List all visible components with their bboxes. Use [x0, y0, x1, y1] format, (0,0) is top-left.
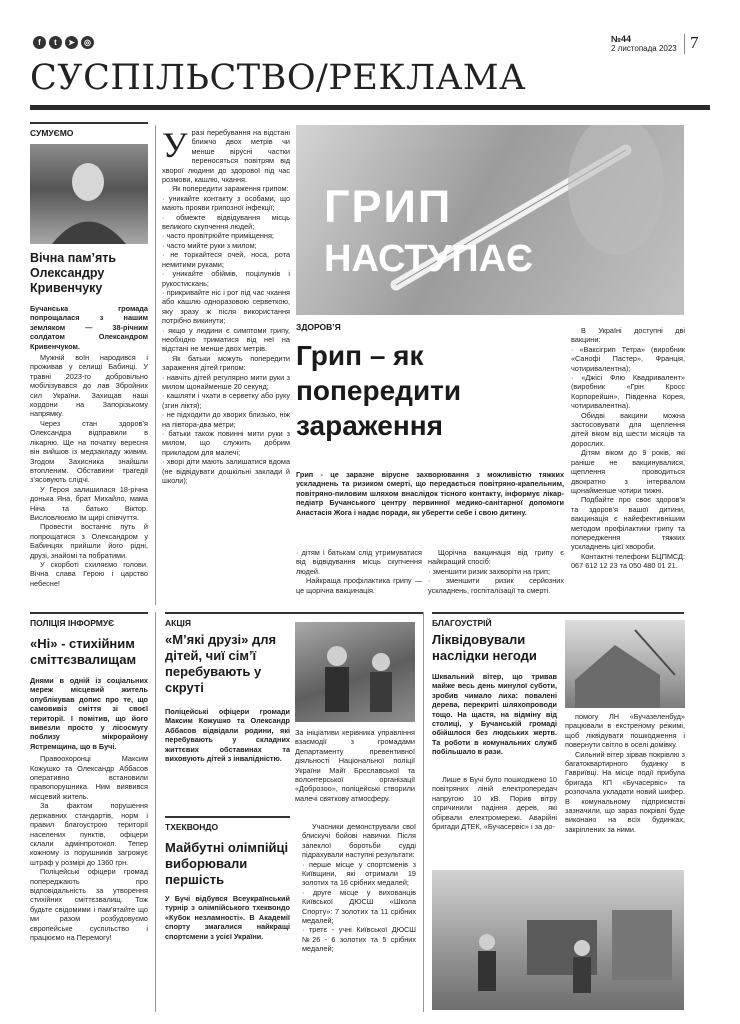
list-item: · обмежте відвідування місць великого скупчення людей;: [162, 213, 290, 232]
dropcap: У: [162, 125, 188, 165]
police-headline: «Ні» - стихійним сміттєзвалищам: [30, 636, 137, 667]
portrait-illustration: [30, 144, 148, 244]
flu-article: [296, 322, 564, 443]
list-item: · дітям і батькам слід утримуватися від відвідування місць скупчення людей.: [296, 548, 422, 576]
police-body: [30, 754, 148, 942]
flu-banner: [296, 125, 684, 315]
improvement-headline: Ліквідовували наслідки негоди: [432, 632, 537, 663]
roof-illustration: [565, 620, 685, 708]
list-item: · навчіть дітей регулярно мити руки з милом щонайменше 20 секунд;: [162, 373, 290, 392]
improvement-paragraph: помогу ЛН «Бучазеленбуд» працювали в екстреному режимі, щоб ліквідувати пошкодження і повернути світло в оселі домівку.: [565, 712, 685, 750]
flu-col3-paragraph: Дітям віком до 9 років, які раніше не вакцинувалися, щеплення проводиться двократно з інтервалом щонайменше чотири тижні.: [571, 448, 685, 495]
telegram-icon[interactable]: ➤: [65, 36, 78, 49]
improvement-right-col: [565, 712, 685, 834]
obituary-paragraph: Провести востаннє путь й попрощатися з Олександром у Бабинцях прийшли його рідні, друзі, знайомі та побратими.: [30, 522, 148, 560]
header-rule: [30, 105, 710, 110]
parents-list: [162, 373, 290, 486]
police-photo: [295, 622, 415, 722]
flu-col1-text: Найкраща профілактика грипу — це щорічна вакцинація.: [296, 576, 422, 595]
improvement-paragraph: Лише в Бучі було пошкоджено 10 повітряних ліній електропередач напругою 10 кВ. Порив вітру спричинили падіння дерев, які обірвали електромережі. Аварійні бригади ДТЕК, «Бучасервіс» і за до-: [432, 775, 557, 832]
taekwondo-section-label: ТХЕКВОНДО: [165, 816, 290, 832]
police-lead: Днями в одній із соціальних мереж місцевий житель опублікував допис про те, що самовивіз сміття зі своєї території. І помітив, що його вивезли просто у лісосмугу поблизу мікрорайону Ястремщина, що в Бучі.: [30, 676, 148, 751]
taekwondo-lead: У Бучі відбувся Всеукраїнський турнір з олімпійського тхеквондо «Кубок незламності». В Академії спорту змагалися найкращі спортсмени з усієї України.: [165, 894, 290, 941]
taekwondo-intro: Учасники демонстрували свої блискучі бойові навички. Після запеклої боротьби судді підрахували наступні результати:: [302, 822, 416, 860]
obituary-article: [30, 122, 148, 588]
list-item: · часто провітрюйте приміщення;: [162, 231, 290, 240]
list-item: · прикривайте ніс і рот під час чхання або кашлю одноразовою серветкою, яку зразу ж після використання потрібно викинути;: [162, 288, 290, 326]
list-item: · зменшити ризик серйозних ускладнень, госпіталізації та смерті.: [428, 576, 564, 595]
taekwondo-article: [165, 816, 290, 941]
flu-intro: разі перебування на відстані ближчо двох метрів чи менше вірусні частки переносяться повітрям від хворої людини до здорової під час розмови, кашлю, чхання.: [162, 128, 290, 185]
flu-col3-paragraph: Обидві вакцини можна застосовувати для щеплення дітей віком від шести місяців та дорослих.: [571, 410, 685, 448]
twitter-icon[interactable]: t: [49, 36, 62, 49]
police-officers-illustration: [295, 622, 415, 722]
action-section-label: АКЦІЯ: [165, 612, 423, 628]
obituary-lead: Бучанська громада попрощалася з нашим земляком — 38-річним солдатом Олександром Кривенчуком.: [30, 304, 148, 351]
improvement-paragraph: Сильний вітер зірвав покрівлю з багатоквартирного будинку в Гавриївці. На місце події прибула бригада КП «Бучасервіс» та розпочала укладати новий шифер. В комунальному підприємстві зазначили, що зараз покрівлі буде виконано на всіх будинках, закріплених за ними.: [565, 749, 685, 834]
flu-col1: [296, 548, 422, 595]
list-item: · не підходити до хворих близько, ніж на півтора-два метри;: [162, 410, 290, 429]
list-item: · часто мийте руки з милом;: [162, 241, 290, 250]
list-item: · не торкайтеся очей, носа, рота немитими руками;: [162, 250, 290, 269]
banner-title: ГРИП: [324, 181, 453, 232]
instagram-icon[interactable]: ◎: [81, 36, 94, 49]
section-title: СУСПІЛЬСТВО/РЕКЛАМА: [30, 58, 527, 98]
action-headline: «М’які друзі» для дітей, чиї сім’ї перебувають у скруті: [165, 632, 277, 695]
prevention-list: [162, 194, 290, 354]
obituary-paragraph: Мужній воїн народився і проживав у селищі Бабинці. У травні 2023-го добровільно мобілізувався до лав Збройних сил України. Захищав наші кордони на Запорізькому напрямку.: [30, 353, 148, 419]
soldier-photo: [30, 144, 148, 244]
action-caption: За ініціативи керівника управління взаємодії з громадами Департаменту превентивної діяльності Національної поліції України Майї Брєславської та волонтерської організації «Доброзоо», поліцейські створили малечі святкову атмосферу.: [295, 728, 415, 803]
improvement-lead: Шквальний вітер, що тривав майже весь день минулої суботи, зробив чимало лиха: повалені дерева, перекриті шляхопроводи тощо. На щастя, на відміну від столиці, у Бучанській громаді обійшлося без людських жертв. Та роботи в комунальних служб побільшало в рази.: [432, 672, 557, 757]
taekwondo-results: [302, 822, 416, 954]
list-item: · третє - учні Київської ДЮСШ №26 - 6 золотих та 5 срібних медалей;: [302, 925, 416, 953]
flu-col3-intro: В Україні доступні дві вакцини:: [571, 326, 685, 345]
list-item: · уникайте контакту з особами, що мають прояви грипозної інфекції;: [162, 194, 290, 213]
list-item: · хворі діти мають залишатися вдома (не відвідувати дошкільні заклади й школи);: [162, 457, 290, 485]
facebook-icon[interactable]: f: [33, 36, 46, 49]
column-divider: [423, 612, 424, 1012]
list-item: · якщо у людини є симптоми грипу, необхідно триматися від неї на відстані не менше двох метрів.: [162, 326, 290, 354]
list-item: · «Джісі Флю Квадривалент» (виробник «Грін Кросс Корпорейшн», Південна Корея, чотиривалентна).: [571, 373, 685, 411]
flu-column: [162, 125, 290, 486]
taekwondo-headline: Майбутні олімпійці виборювали першість: [165, 840, 289, 887]
flu-lead: Грип - це заразне вірусне захворювання з можливістю тяжких ускладнень та ризиком смерті, що передається повітряно-крапельним, повітряно-пиловим шляхом внаслідок тісного контакту, інформує лікар-педіатр Бучанського центру первинної медико-санітарної допомоги Анастасія Жога і надає поради, як уберегти себе і свою дитину.: [296, 470, 564, 517]
improvement-body: [432, 775, 557, 831]
flu-col2: [428, 548, 564, 595]
banner-subtitle: НАСТУПАЄ: [324, 238, 534, 280]
list-item: · батьки також повинні мити руки з милом, що служить добрим прикладом для малечі;: [162, 429, 290, 457]
action-lead: Поліцейські офіцери громади Максим Кожушко та Олександр Аббасов відвідали родини, які перебувають у складних життєвих обставинах та виховують дітей з інвалідністю.: [165, 707, 290, 764]
list-item: · зменшити ризик захворіти на грип;: [428, 567, 564, 576]
list-item: · друге місце у вихованців Київської ДЮСШ «Школа Спорту»: 7 золотих та 11 срібних медалей;: [302, 888, 416, 926]
parents-title: Як батьки можуть попередити зараження дітей грипом:: [162, 353, 290, 373]
flu-headline: Грип – як попередити зараження: [296, 340, 462, 441]
emergency-crew-photo: [432, 870, 684, 1010]
column-divider: [155, 612, 156, 1012]
list-item: · кашляти і чхати в серветку або руку (згин ліктя);: [162, 391, 290, 410]
police-paragraph: Правоохоронці Максим Кожушко та Олександр Аббасов оперативно встановили правопорушника. Ним виявився місцевий житель.: [30, 754, 148, 801]
obituary-paragraph: Через стан здоров’я Олександра відправили в лікарню. Ще на початку вересня він вийшов із медзакладу живим. Згодом Захисника знайшли втопленим. Обставини трагедії з’ясовують слідчі.: [30, 418, 148, 485]
obituary-section-label: СУМУЄМО: [30, 122, 148, 138]
column-divider: [155, 125, 156, 605]
social-links: [33, 36, 94, 49]
flu-col3-paragraph: Подбайте про своє здоров’я та здоров’я вашої дитини, вакцинація є найефективнішим методом профілактики грипу та попередження тяжких ускладнень цієї хвороби.: [571, 495, 685, 552]
flu-col2-text: Щорічна вакцинація від грипу є найкращий спосіб:: [428, 548, 564, 567]
obituary-headline: Вічна пам’ять Олександру Кривенчуку: [30, 251, 117, 295]
police-article: [30, 612, 148, 942]
prevention-title: Як попередити зараження грипом:: [172, 184, 289, 194]
improvement-section-label: БЛАГОУСТРІЙ: [432, 612, 684, 628]
flu-col3-paragraph: Контактні телефони БЦПМСД: 067 612 12 23 та 050 480 01 21.: [571, 551, 685, 571]
police-section-label: ПОЛІЦІЯ ІНФОРМУЄ: [30, 612, 148, 628]
damaged-roof-photo: [565, 620, 685, 708]
list-item: · перше місце у спортсменів з Київщини, які отримали 19 золотих та 16 срібних медалей;: [302, 860, 416, 888]
page-number: 7: [690, 33, 699, 52]
obituary-paragraph: У скорботі схиляємо голови. Вічна слава Герою і царство небесне!: [30, 559, 148, 588]
crew-illustration: [432, 870, 684, 1010]
flu-col3: [571, 326, 685, 571]
issue-info: [611, 34, 685, 54]
police-paragraph: За фактом порушення державних стандартів, норм і правил благоустрою території населених пунктів, офіцери склали адмінпротокол. Тепер кожному із порушників загрожує штраф у розмірі до 1360 грн.: [30, 801, 148, 867]
issue-date: 2 листопада 2023: [611, 44, 677, 53]
list-item: · «Ваксігрип Тетра» (виробник «Санофі Пастер», Франція, чотиривалентна);: [571, 345, 685, 373]
obituary-body: [30, 353, 148, 588]
list-item: · уникайте обіймів, поцілунків і рукостискань;: [162, 269, 290, 288]
obituary-paragraph: У Героя залишилася 18-річна донька Яна, брат Михайло, мама Ніна та батько Віктор. Висловлюємо їм щирі співчуття.: [30, 484, 148, 522]
police-paragraph: Поліцейські офіцери громад попереджають про відповідальність за утворення стихійних сміттєзвалищ. Тож будьте свідомими і пам’ятайте що ми разом розбудовуємо європейське суспільство і працюємо на Перемогу!: [30, 867, 148, 942]
health-section-label: ЗДОРОВ’Я: [296, 322, 341, 332]
issue-number: №44: [611, 34, 632, 44]
